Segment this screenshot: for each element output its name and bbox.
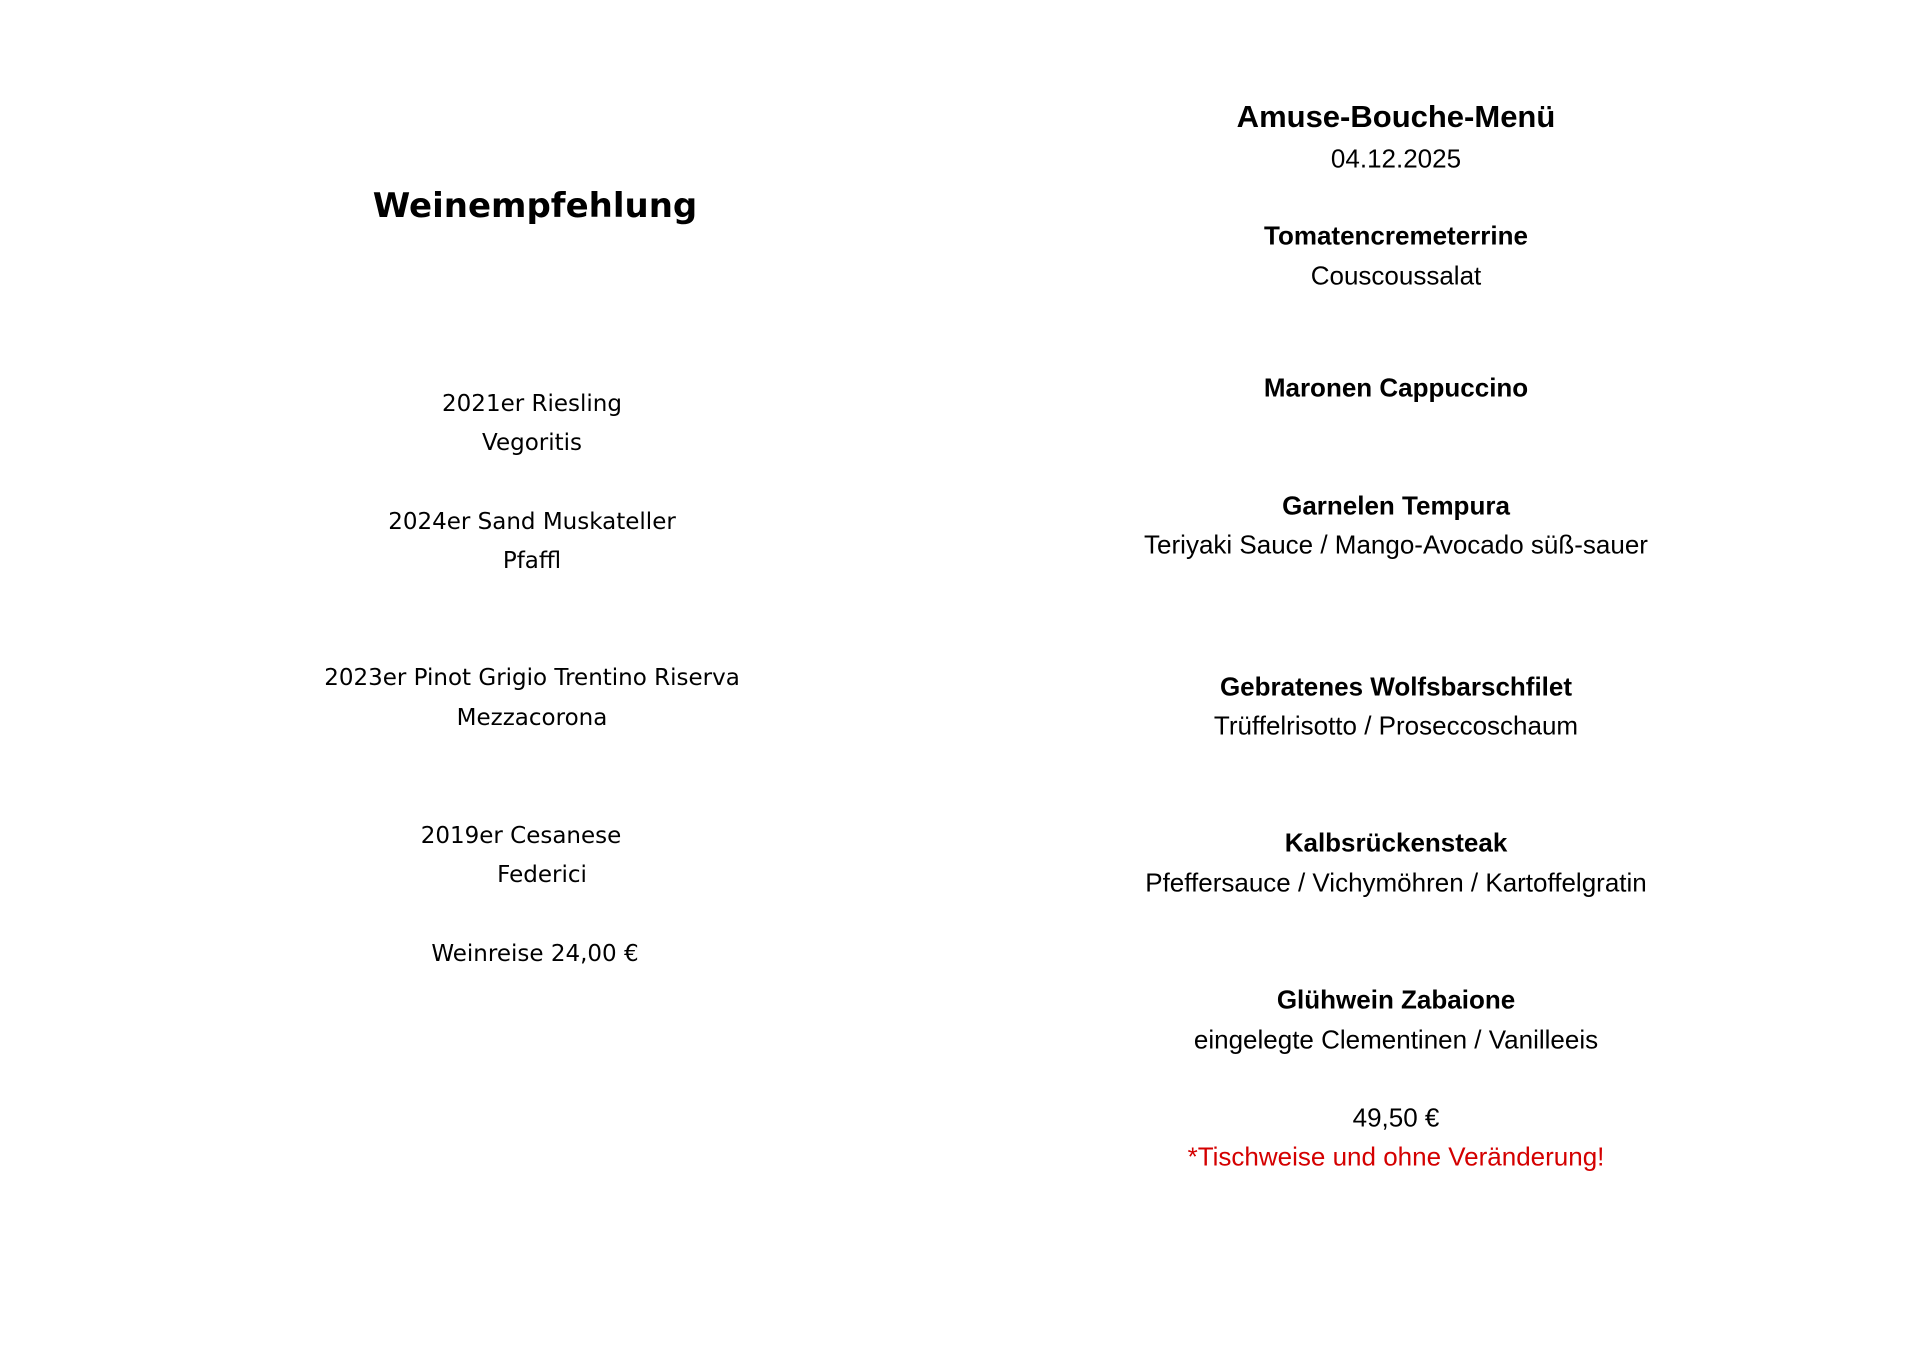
menu-note: *Tischweise und ohne Veränderung! xyxy=(1187,1141,1605,1172)
wine-name: 2023er Pinot Grigio Trentino Riserva xyxy=(324,665,740,691)
wine-producer: Federici xyxy=(497,862,587,888)
wine-producer: Vegoritis xyxy=(481,430,583,456)
course-description: Pfeffersauce / Vichymöhren / Kartoffelgratin xyxy=(1145,867,1647,898)
course-name: Gebratenes Wolfsbarschfilet xyxy=(1219,671,1573,702)
course-name: Garnelen Tempura xyxy=(1282,490,1510,521)
wine-producer: Pfaffl xyxy=(502,548,562,574)
course-name: Kalbsrückensteak xyxy=(1284,827,1508,858)
course-description: Trüffelrisotto / Proseccoschaum xyxy=(1213,710,1579,741)
wine-name: 2021er Riesling xyxy=(442,391,622,417)
wine-name: 2019er Cesanese xyxy=(420,823,622,849)
menu-date: 04.12.2025 xyxy=(1330,143,1462,174)
course-description: eingelegte Clementinen / Vanilleeis xyxy=(1193,1024,1599,1055)
wine-price: Weinreise 24,00 € xyxy=(431,941,639,967)
course-name: Tomatencremeterrine xyxy=(1264,220,1528,251)
wine-name: 2024er Sand Muskateller xyxy=(388,509,676,535)
course-name: Glühwein Zabaione xyxy=(1276,984,1516,1015)
course-description: Couscoussalat xyxy=(1310,260,1482,291)
menu-title: Amuse-Bouche-Menü xyxy=(1236,99,1556,134)
wine-title: Weinempfehlung xyxy=(372,186,698,226)
course-name: Maronen Cappuccino xyxy=(1263,372,1529,403)
course-description: Teriyaki Sauce / Mango-Avocado süß-sauer xyxy=(1144,529,1648,560)
wine-producer: Mezzacorona xyxy=(456,705,608,731)
menu-price: 49,50 € xyxy=(1352,1102,1440,1133)
